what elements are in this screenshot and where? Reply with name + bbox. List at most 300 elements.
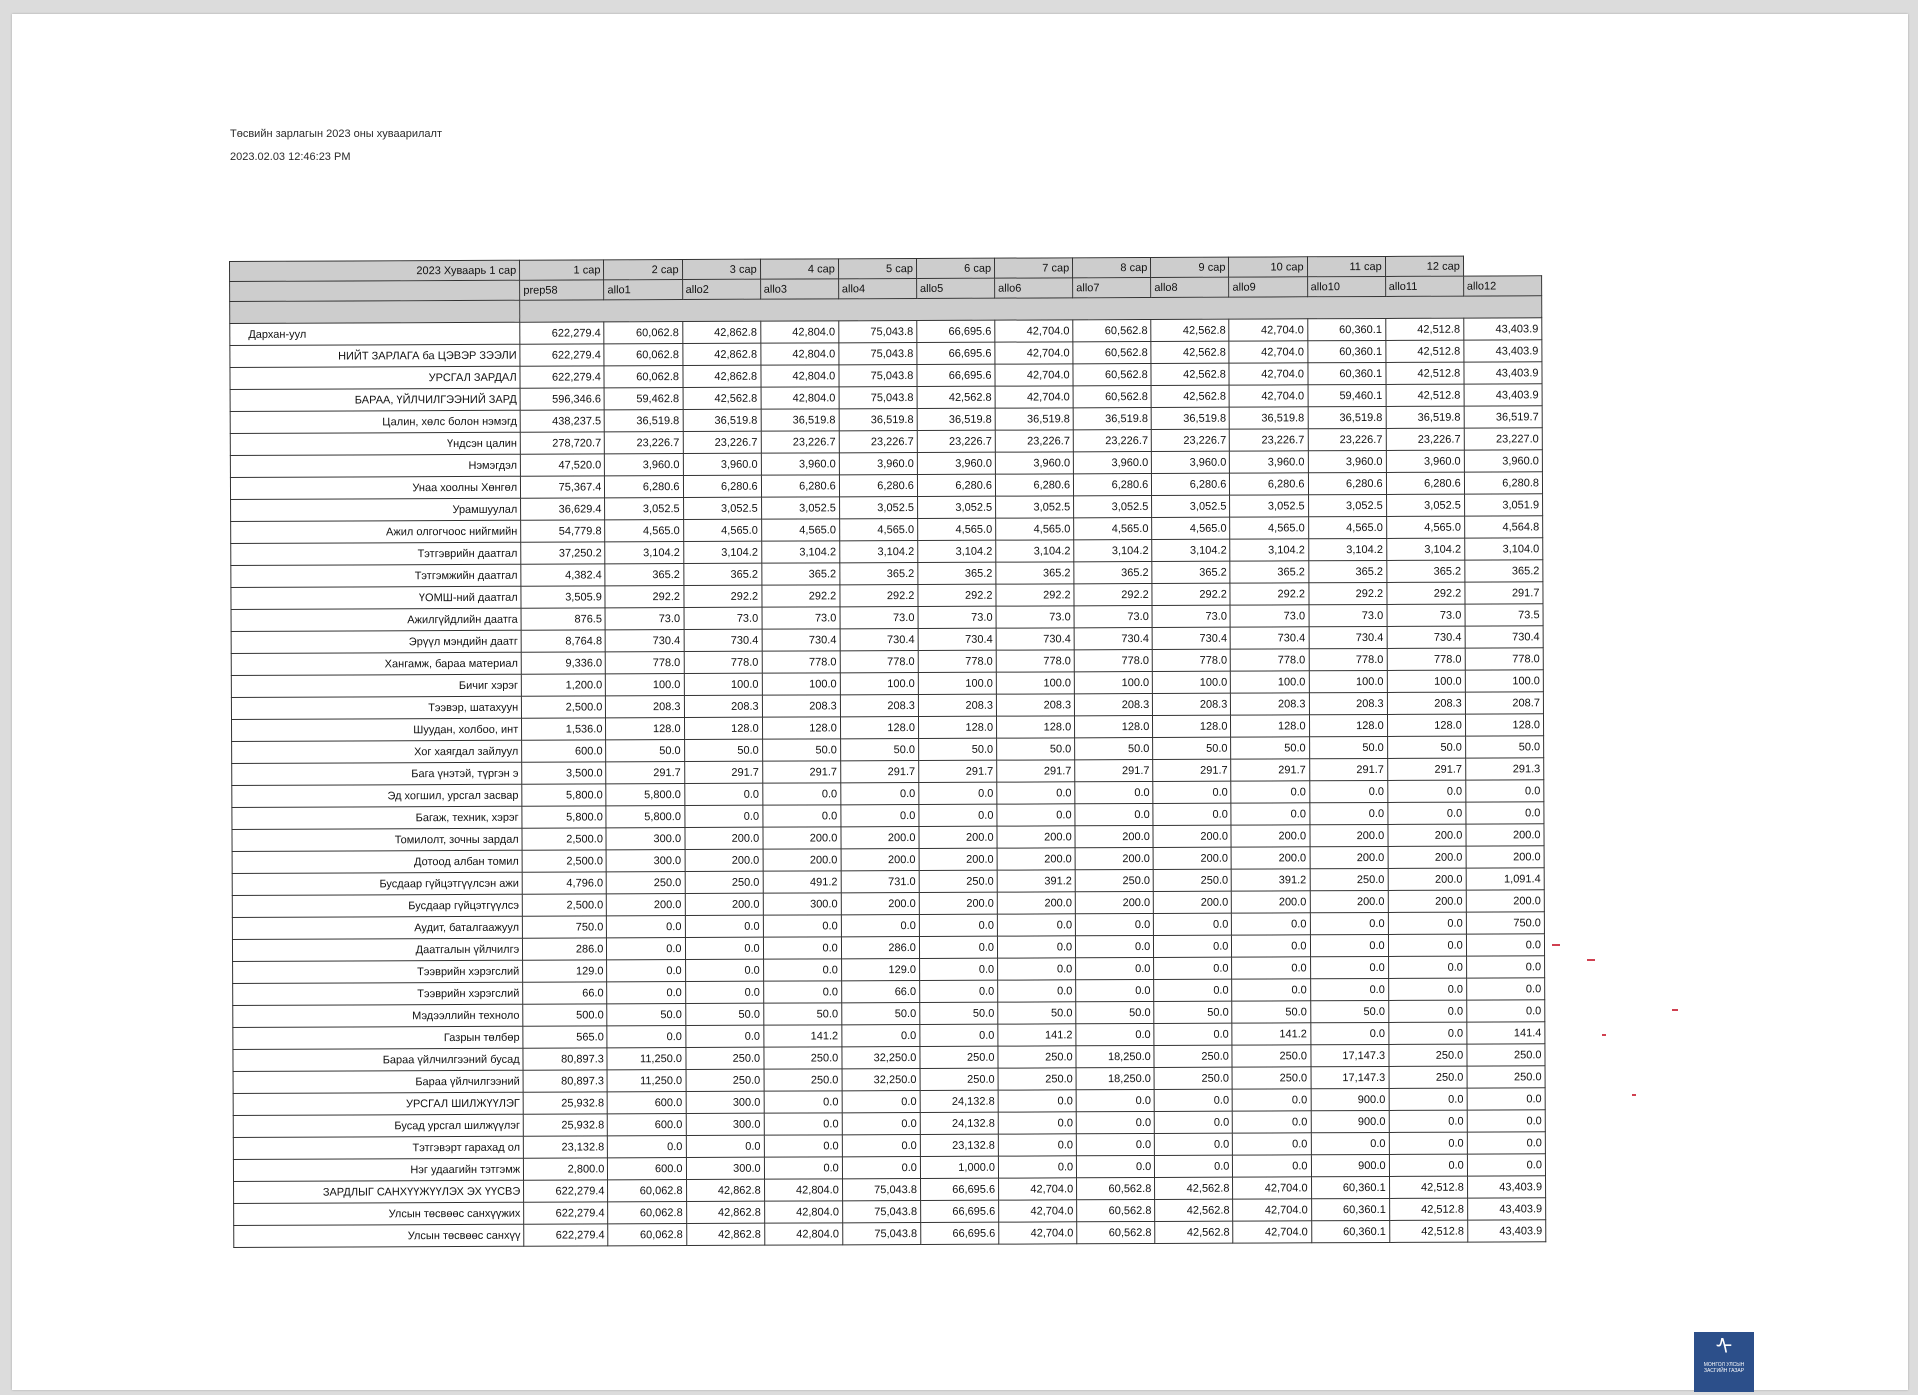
value-cell: 622,279.4 bbox=[520, 366, 604, 388]
value-cell: 291.7 bbox=[762, 761, 840, 783]
value-cell: 208.3 bbox=[1387, 692, 1465, 714]
value-cell: 365.2 bbox=[996, 562, 1074, 584]
value-cell: 778.0 bbox=[762, 651, 840, 673]
value-cell: 60,062.8 bbox=[608, 1202, 686, 1224]
value-cell: 3,104.2 bbox=[840, 540, 918, 562]
value-cell: 0.0 bbox=[842, 1090, 920, 1112]
value-cell: 250.0 bbox=[920, 1046, 998, 1068]
value-cell: 250.0 bbox=[920, 1068, 998, 1090]
value-cell: 600.0 bbox=[522, 740, 606, 762]
value-cell: 50.0 bbox=[918, 738, 996, 760]
value-cell: 0.0 bbox=[763, 981, 841, 1003]
value-cell: 47,520.0 bbox=[521, 454, 605, 476]
value-cell: 3,104.2 bbox=[1308, 538, 1386, 560]
value-cell: 730.4 bbox=[1465, 626, 1543, 648]
value-cell: 3,960.0 bbox=[1073, 451, 1151, 473]
value-cell: 3,960.0 bbox=[839, 452, 917, 474]
value-cell: 596,346.6 bbox=[520, 388, 604, 410]
value-cell: 100.0 bbox=[996, 672, 1074, 694]
value-cell: 0.0 bbox=[919, 958, 997, 980]
value-cell: 42,512.8 bbox=[1386, 340, 1464, 362]
value-cell: 43,403.9 bbox=[1467, 1220, 1545, 1242]
value-cell: 73.0 bbox=[684, 607, 762, 629]
value-cell: 0.0 bbox=[1076, 1089, 1154, 1111]
row-label: Тэтгэвэрт гарахад ол bbox=[233, 1136, 523, 1159]
value-cell: 200.0 bbox=[763, 849, 841, 871]
value-cell: 6,280.6 bbox=[605, 476, 683, 498]
value-cell: 141.4 bbox=[1467, 1022, 1545, 1044]
value-cell: 75,367.4 bbox=[521, 476, 605, 498]
value-cell: 3,104.2 bbox=[1230, 539, 1308, 561]
value-cell: 73.0 bbox=[840, 606, 918, 628]
value-cell: 0.0 bbox=[919, 936, 997, 958]
value-cell: 622,279.4 bbox=[524, 1180, 608, 1202]
value-cell: 42,862.8 bbox=[686, 1223, 764, 1245]
value-cell: 5,800.0 bbox=[606, 806, 684, 828]
value-cell: 4,565.0 bbox=[761, 519, 839, 541]
value-cell: 3,104.2 bbox=[761, 541, 839, 563]
value-cell: 4,564.8 bbox=[1464, 516, 1542, 538]
value-cell: 73.0 bbox=[1309, 604, 1387, 626]
value-cell: 731.0 bbox=[841, 870, 919, 892]
value-cell: 42,704.0 bbox=[999, 1222, 1077, 1244]
value-cell: 42,804.0 bbox=[764, 1201, 842, 1223]
column-code: allo9 bbox=[1229, 277, 1307, 297]
value-cell: 778.0 bbox=[1309, 648, 1387, 670]
value-cell: 291.7 bbox=[840, 760, 918, 782]
value-cell: 50.0 bbox=[920, 1002, 998, 1024]
value-cell: 43,403.9 bbox=[1464, 318, 1542, 340]
value-cell: 0.0 bbox=[1466, 956, 1544, 978]
value-cell: 208.3 bbox=[684, 695, 762, 717]
value-cell: 23,226.7 bbox=[917, 430, 995, 452]
value-cell: 128.0 bbox=[762, 717, 840, 739]
row-label: Эрүүл мэндийн даатг bbox=[231, 630, 521, 653]
value-cell: 250.0 bbox=[998, 1068, 1076, 1090]
value-cell: 0.0 bbox=[920, 980, 998, 1002]
column-code: allo11 bbox=[1385, 276, 1463, 296]
value-cell: 42,704.0 bbox=[1229, 363, 1307, 385]
value-cell: 50.0 bbox=[606, 740, 684, 762]
value-cell: 250.0 bbox=[607, 872, 685, 894]
value-cell: 200.0 bbox=[1232, 891, 1310, 913]
value-cell: 300.0 bbox=[763, 893, 841, 915]
value-cell: 0.0 bbox=[763, 937, 841, 959]
row-label: Томилолт, зочны зардал bbox=[232, 828, 522, 851]
value-cell: 292.2 bbox=[1387, 582, 1465, 604]
value-cell: 0.0 bbox=[1233, 1089, 1311, 1111]
row-label: Бусдаар гүйцэтгүүлсэ bbox=[232, 894, 522, 917]
value-cell: 60,562.8 bbox=[1073, 363, 1151, 385]
value-cell: 0.0 bbox=[1154, 1089, 1232, 1111]
value-cell: 0.0 bbox=[1467, 1132, 1545, 1154]
column-code: allo1 bbox=[604, 280, 682, 300]
value-cell: 75,043.8 bbox=[842, 1222, 920, 1244]
value-cell: 200.0 bbox=[841, 848, 919, 870]
value-cell: 3,104.0 bbox=[1465, 538, 1543, 560]
value-cell: 200.0 bbox=[1466, 890, 1544, 912]
value-cell: 23,226.7 bbox=[1308, 428, 1386, 450]
value-cell: 0.0 bbox=[1153, 803, 1231, 825]
value-cell: 0.0 bbox=[764, 1113, 842, 1135]
value-cell: 0.0 bbox=[1388, 956, 1466, 978]
value-cell: 0.0 bbox=[1388, 912, 1466, 934]
value-cell: 0.0 bbox=[997, 782, 1075, 804]
value-cell: 0.0 bbox=[684, 783, 762, 805]
value-cell: 0.0 bbox=[763, 805, 841, 827]
column-code: allo5 bbox=[916, 278, 994, 298]
value-cell: 4,565.0 bbox=[1230, 517, 1308, 539]
value-cell: 43,403.9 bbox=[1467, 1176, 1545, 1198]
value-cell: 0.0 bbox=[1232, 957, 1310, 979]
value-cell: 129.0 bbox=[523, 960, 607, 982]
value-cell: 43,403.9 bbox=[1467, 1198, 1545, 1220]
value-cell: 250.0 bbox=[1154, 1067, 1232, 1089]
value-cell: 0.0 bbox=[841, 782, 919, 804]
value-cell: 0.0 bbox=[685, 915, 763, 937]
value-cell: 200.0 bbox=[841, 892, 919, 914]
value-cell: 100.0 bbox=[1231, 671, 1309, 693]
value-cell: 3,960.0 bbox=[761, 453, 839, 475]
value-cell: 54,779.8 bbox=[521, 520, 605, 542]
value-cell: 200.0 bbox=[1231, 847, 1309, 869]
value-cell: 0.0 bbox=[998, 958, 1076, 980]
value-cell: 0.0 bbox=[998, 1090, 1076, 1112]
value-cell: 291.7 bbox=[1153, 759, 1231, 781]
value-cell: 50.0 bbox=[1309, 736, 1387, 758]
value-cell: 50.0 bbox=[1310, 1000, 1388, 1022]
row-label: Улсын төсвөөс санхүүжих bbox=[234, 1202, 524, 1225]
value-cell: 0.0 bbox=[1233, 1155, 1311, 1177]
value-cell: 250.0 bbox=[685, 1047, 763, 1069]
value-cell: 0.0 bbox=[1076, 1023, 1154, 1045]
value-cell: 0.0 bbox=[1466, 802, 1544, 824]
value-cell: 208.3 bbox=[996, 694, 1074, 716]
value-cell: 876.5 bbox=[521, 608, 605, 630]
value-cell: 3,104.2 bbox=[1386, 538, 1464, 560]
value-cell: 73.0 bbox=[762, 607, 840, 629]
value-cell: 42,804.0 bbox=[761, 365, 839, 387]
column-code: allo8 bbox=[1151, 277, 1229, 297]
value-cell: 23,226.7 bbox=[1073, 429, 1151, 451]
value-cell: 292.2 bbox=[918, 584, 996, 606]
value-cell: 3,104.2 bbox=[996, 540, 1074, 562]
column-code: allo6 bbox=[995, 278, 1073, 298]
value-cell: 36,519.8 bbox=[1386, 406, 1464, 428]
value-cell: 0.0 bbox=[1389, 1154, 1467, 1176]
value-cell: 36,519.8 bbox=[761, 409, 839, 431]
value-cell: 0.0 bbox=[1388, 1000, 1466, 1022]
value-cell: 0.0 bbox=[1309, 780, 1387, 802]
value-cell: 292.2 bbox=[1074, 583, 1152, 605]
value-cell: 42,704.0 bbox=[999, 1178, 1077, 1200]
value-cell: 66.0 bbox=[523, 982, 607, 1004]
value-cell: 200.0 bbox=[1466, 846, 1544, 868]
row-label: Хангамж, бараа материал bbox=[231, 652, 521, 675]
value-cell: 565.0 bbox=[523, 1026, 607, 1048]
row-label: Бараа үйлчилгээний бусад bbox=[233, 1048, 523, 1071]
value-cell: 200.0 bbox=[1231, 825, 1309, 847]
budget-allocation-table bbox=[229, 255, 1546, 1248]
value-cell: 60,562.8 bbox=[1077, 1221, 1155, 1243]
scan-mark bbox=[1672, 1009, 1678, 1011]
value-cell: 42,512.8 bbox=[1389, 1198, 1467, 1220]
value-cell: 3,052.5 bbox=[839, 496, 917, 518]
value-cell: 3,051.9 bbox=[1464, 494, 1542, 516]
value-cell: 43,403.9 bbox=[1464, 384, 1542, 406]
row-label: Бичиг хэрэг bbox=[231, 674, 521, 697]
value-cell: 365.2 bbox=[683, 563, 761, 585]
value-cell: 75,043.8 bbox=[839, 342, 917, 364]
value-cell: 3,052.5 bbox=[1152, 495, 1230, 517]
government-logo bbox=[1694, 1332, 1754, 1392]
value-cell: 500.0 bbox=[523, 1004, 607, 1026]
column-header: 6 сар bbox=[916, 258, 994, 278]
value-cell: 32,250.0 bbox=[842, 1046, 920, 1068]
value-cell: 730.4 bbox=[684, 629, 762, 651]
value-cell: 66,695.6 bbox=[921, 1200, 999, 1222]
value-cell: 200.0 bbox=[1153, 847, 1231, 869]
value-cell: 128.0 bbox=[840, 716, 918, 738]
value-cell: 66,695.6 bbox=[917, 364, 995, 386]
value-cell: 0.0 bbox=[842, 1024, 920, 1046]
value-cell: 5,800.0 bbox=[522, 784, 606, 806]
value-cell: 0.0 bbox=[1233, 1133, 1311, 1155]
row-label: ҮОМШ-ний даатгал bbox=[231, 586, 521, 609]
value-cell: 73.5 bbox=[1465, 604, 1543, 626]
value-cell: 75,043.8 bbox=[839, 386, 917, 408]
value-cell: 208.3 bbox=[918, 694, 996, 716]
value-cell: 200.0 bbox=[997, 892, 1075, 914]
value-cell: 0.0 bbox=[1075, 803, 1153, 825]
value-cell: 3,052.5 bbox=[761, 497, 839, 519]
row-label: Цалин, хөлс болон нэмэгд bbox=[230, 410, 520, 433]
value-cell: 42,862.8 bbox=[682, 343, 760, 365]
value-cell: 3,052.5 bbox=[1386, 494, 1464, 516]
value-cell: 0.0 bbox=[607, 960, 685, 982]
scanned-page bbox=[12, 14, 1908, 1390]
value-cell: 6,280.6 bbox=[1152, 473, 1230, 495]
row-label: Тээврийн хэрэгслий bbox=[233, 982, 523, 1005]
column-header: 12 сар bbox=[1385, 256, 1463, 276]
value-cell: 730.4 bbox=[1231, 627, 1309, 649]
soyombo-icon: ᠰ bbox=[1715, 1334, 1733, 1359]
value-cell: 0.0 bbox=[1155, 1111, 1233, 1133]
value-cell: 0.0 bbox=[842, 1112, 920, 1134]
row-label: Шуудан, холбоо, инт bbox=[232, 718, 522, 741]
value-cell: 291.7 bbox=[1075, 759, 1153, 781]
value-cell: 200.0 bbox=[1310, 890, 1388, 912]
value-cell: 3,104.2 bbox=[1152, 539, 1230, 561]
value-cell: 128.0 bbox=[997, 716, 1075, 738]
value-cell: 778.0 bbox=[840, 650, 918, 672]
value-cell: 250.0 bbox=[1153, 869, 1231, 891]
value-cell: 200.0 bbox=[685, 827, 763, 849]
value-cell: 250.0 bbox=[764, 1069, 842, 1091]
value-cell: 622,279.4 bbox=[520, 344, 604, 366]
row-label: Нэг удаагийн тэтгэмж bbox=[233, 1158, 523, 1181]
value-cell: 900.0 bbox=[1311, 1154, 1389, 1176]
row-label: Эд хогшил, урсгал засвар bbox=[232, 784, 522, 807]
value-cell: 391.2 bbox=[1232, 869, 1310, 891]
value-cell: 3,052.5 bbox=[1230, 495, 1308, 517]
value-cell: 42,562.8 bbox=[1155, 1199, 1233, 1221]
value-cell: 0.0 bbox=[1310, 956, 1388, 978]
row-label: Бусдаар гүйцэтгүүлсэн ажи bbox=[232, 872, 522, 895]
value-cell: 100.0 bbox=[918, 672, 996, 694]
value-cell: 3,104.2 bbox=[683, 541, 761, 563]
value-cell: 128.0 bbox=[1309, 714, 1387, 736]
value-cell: 0.0 bbox=[842, 1156, 920, 1178]
value-cell: 778.0 bbox=[1465, 648, 1543, 670]
value-cell: 42,562.8 bbox=[1151, 341, 1229, 363]
value-cell: 3,960.0 bbox=[995, 452, 1073, 474]
value-cell: 200.0 bbox=[919, 892, 997, 914]
value-cell: 100.0 bbox=[684, 673, 762, 695]
value-cell: 128.0 bbox=[1387, 714, 1465, 736]
value-cell: 36,519.8 bbox=[1151, 407, 1229, 429]
column-code-blank bbox=[230, 280, 520, 301]
row-label: Дархан-уул bbox=[230, 322, 520, 345]
value-cell: 292.2 bbox=[840, 584, 918, 606]
value-cell: 0.0 bbox=[1154, 979, 1232, 1001]
value-cell: 778.0 bbox=[1074, 649, 1152, 671]
value-cell: 278,720.7 bbox=[520, 432, 604, 454]
value-cell: 250.0 bbox=[1389, 1066, 1467, 1088]
value-cell: 0.0 bbox=[1232, 935, 1310, 957]
value-cell: 0.0 bbox=[607, 982, 685, 1004]
row-label: Тэтгэмжийн даатгал bbox=[231, 564, 521, 587]
value-cell: 250.0 bbox=[1467, 1066, 1545, 1088]
value-cell: 6,280.6 bbox=[1386, 472, 1464, 494]
value-cell: 438,237.5 bbox=[520, 410, 604, 432]
value-cell: 128.0 bbox=[918, 716, 996, 738]
value-cell: 730.4 bbox=[1309, 626, 1387, 648]
value-cell: 0.0 bbox=[1310, 934, 1388, 956]
value-cell: 36,629.4 bbox=[521, 498, 605, 520]
value-cell: 778.0 bbox=[684, 651, 762, 673]
value-cell: 0.0 bbox=[1311, 1132, 1389, 1154]
value-cell: 2,500.0 bbox=[522, 696, 606, 718]
value-cell: 200.0 bbox=[1075, 825, 1153, 847]
value-cell: 1,091.4 bbox=[1466, 868, 1544, 890]
value-cell: 730.4 bbox=[918, 628, 996, 650]
value-cell: 292.2 bbox=[1152, 583, 1230, 605]
value-cell: 0.0 bbox=[1154, 935, 1232, 957]
value-cell: 9,336.0 bbox=[521, 652, 605, 674]
value-cell: 365.2 bbox=[1152, 561, 1230, 583]
row-label: НИЙТ ЗАРЛАГА ба ЦЭВЭР ЗЭЭЛИ bbox=[230, 344, 520, 367]
column-code: allo10 bbox=[1307, 276, 1385, 296]
value-cell: 42,862.8 bbox=[686, 1179, 764, 1201]
column-header: 1 сар bbox=[520, 260, 604, 280]
value-cell: 4,565.0 bbox=[1152, 517, 1230, 539]
value-cell: 42,704.0 bbox=[995, 386, 1073, 408]
value-cell: 73.0 bbox=[1387, 604, 1465, 626]
value-cell: 3,104.2 bbox=[605, 542, 683, 564]
value-cell: 730.4 bbox=[1074, 627, 1152, 649]
value-cell: 36,519.8 bbox=[605, 410, 683, 432]
value-cell: 60,062.8 bbox=[604, 366, 682, 388]
value-cell: 0.0 bbox=[1389, 1132, 1467, 1154]
value-cell: 200.0 bbox=[1153, 825, 1231, 847]
value-cell: 23,226.7 bbox=[605, 432, 683, 454]
value-cell: 128.0 bbox=[1075, 715, 1153, 737]
value-cell: 0.0 bbox=[763, 959, 841, 981]
value-cell: 3,052.5 bbox=[1074, 495, 1152, 517]
value-cell: 43,403.9 bbox=[1464, 340, 1542, 362]
value-cell: 4,565.0 bbox=[683, 519, 761, 541]
value-cell: 200.0 bbox=[997, 848, 1075, 870]
value-cell: 250.0 bbox=[1154, 1045, 1232, 1067]
value-cell: 42,704.0 bbox=[1229, 385, 1307, 407]
value-cell: 0.0 bbox=[685, 937, 763, 959]
value-cell: 250.0 bbox=[1075, 869, 1153, 891]
value-cell: 6,280.6 bbox=[995, 474, 1073, 496]
value-cell: 0.0 bbox=[607, 916, 685, 938]
value-cell: 291.7 bbox=[606, 762, 684, 784]
value-cell: 900.0 bbox=[1311, 1088, 1389, 1110]
value-cell: 208.3 bbox=[1309, 692, 1387, 714]
value-cell: 3,052.5 bbox=[605, 498, 683, 520]
value-cell: 250.0 bbox=[685, 871, 763, 893]
value-cell: 75,043.8 bbox=[842, 1200, 920, 1222]
row-label: Бараа үйлчилгээний bbox=[233, 1070, 523, 1093]
value-cell: 42,804.0 bbox=[761, 387, 839, 409]
scan-mark bbox=[1602, 1034, 1606, 1036]
value-cell: 0.0 bbox=[1155, 1133, 1233, 1155]
value-cell: 60,360.1 bbox=[1307, 318, 1385, 340]
value-cell: 50.0 bbox=[1465, 736, 1543, 758]
value-cell: 4,565.0 bbox=[918, 518, 996, 540]
value-cell: 50.0 bbox=[1076, 1001, 1154, 1023]
value-cell: 0.0 bbox=[1075, 781, 1153, 803]
value-cell: 73.0 bbox=[605, 608, 683, 630]
value-cell: 0.0 bbox=[1155, 1155, 1233, 1177]
value-cell: 208.3 bbox=[1075, 693, 1153, 715]
value-cell: 128.0 bbox=[1153, 715, 1231, 737]
value-cell: 100.0 bbox=[606, 674, 684, 696]
value-cell: 0.0 bbox=[1388, 802, 1466, 824]
value-cell: 18,250.0 bbox=[1076, 1067, 1154, 1089]
value-cell: 0.0 bbox=[998, 1134, 1076, 1156]
value-cell: 42,704.0 bbox=[1233, 1177, 1311, 1199]
value-cell: 4,565.0 bbox=[1386, 516, 1464, 538]
value-cell: 730.4 bbox=[1152, 627, 1230, 649]
value-cell: 292.2 bbox=[996, 584, 1074, 606]
value-cell: 128.0 bbox=[1465, 714, 1543, 736]
value-cell: 42,512.8 bbox=[1385, 318, 1463, 340]
spacer-cell bbox=[230, 300, 520, 323]
row-label: Ажил олгогчоос нийгмийн bbox=[231, 520, 521, 543]
value-cell: 100.0 bbox=[1074, 671, 1152, 693]
value-cell: 600.0 bbox=[608, 1092, 686, 1114]
value-cell: 208.3 bbox=[1153, 693, 1231, 715]
value-cell: 0.0 bbox=[763, 915, 841, 937]
value-cell: 292.2 bbox=[1308, 582, 1386, 604]
value-cell: 2,500.0 bbox=[522, 850, 606, 872]
column-code: allo2 bbox=[682, 279, 760, 299]
value-cell: 0.0 bbox=[919, 914, 997, 936]
value-cell: 292.2 bbox=[683, 585, 761, 607]
value-cell: 622,279.4 bbox=[520, 322, 604, 344]
value-cell: 200.0 bbox=[1154, 891, 1232, 913]
value-cell: 0.0 bbox=[1154, 913, 1232, 935]
value-cell: 778.0 bbox=[996, 650, 1074, 672]
value-cell: 250.0 bbox=[1467, 1044, 1545, 1066]
value-cell: 4,382.4 bbox=[521, 564, 605, 586]
value-cell: 0.0 bbox=[1231, 803, 1309, 825]
